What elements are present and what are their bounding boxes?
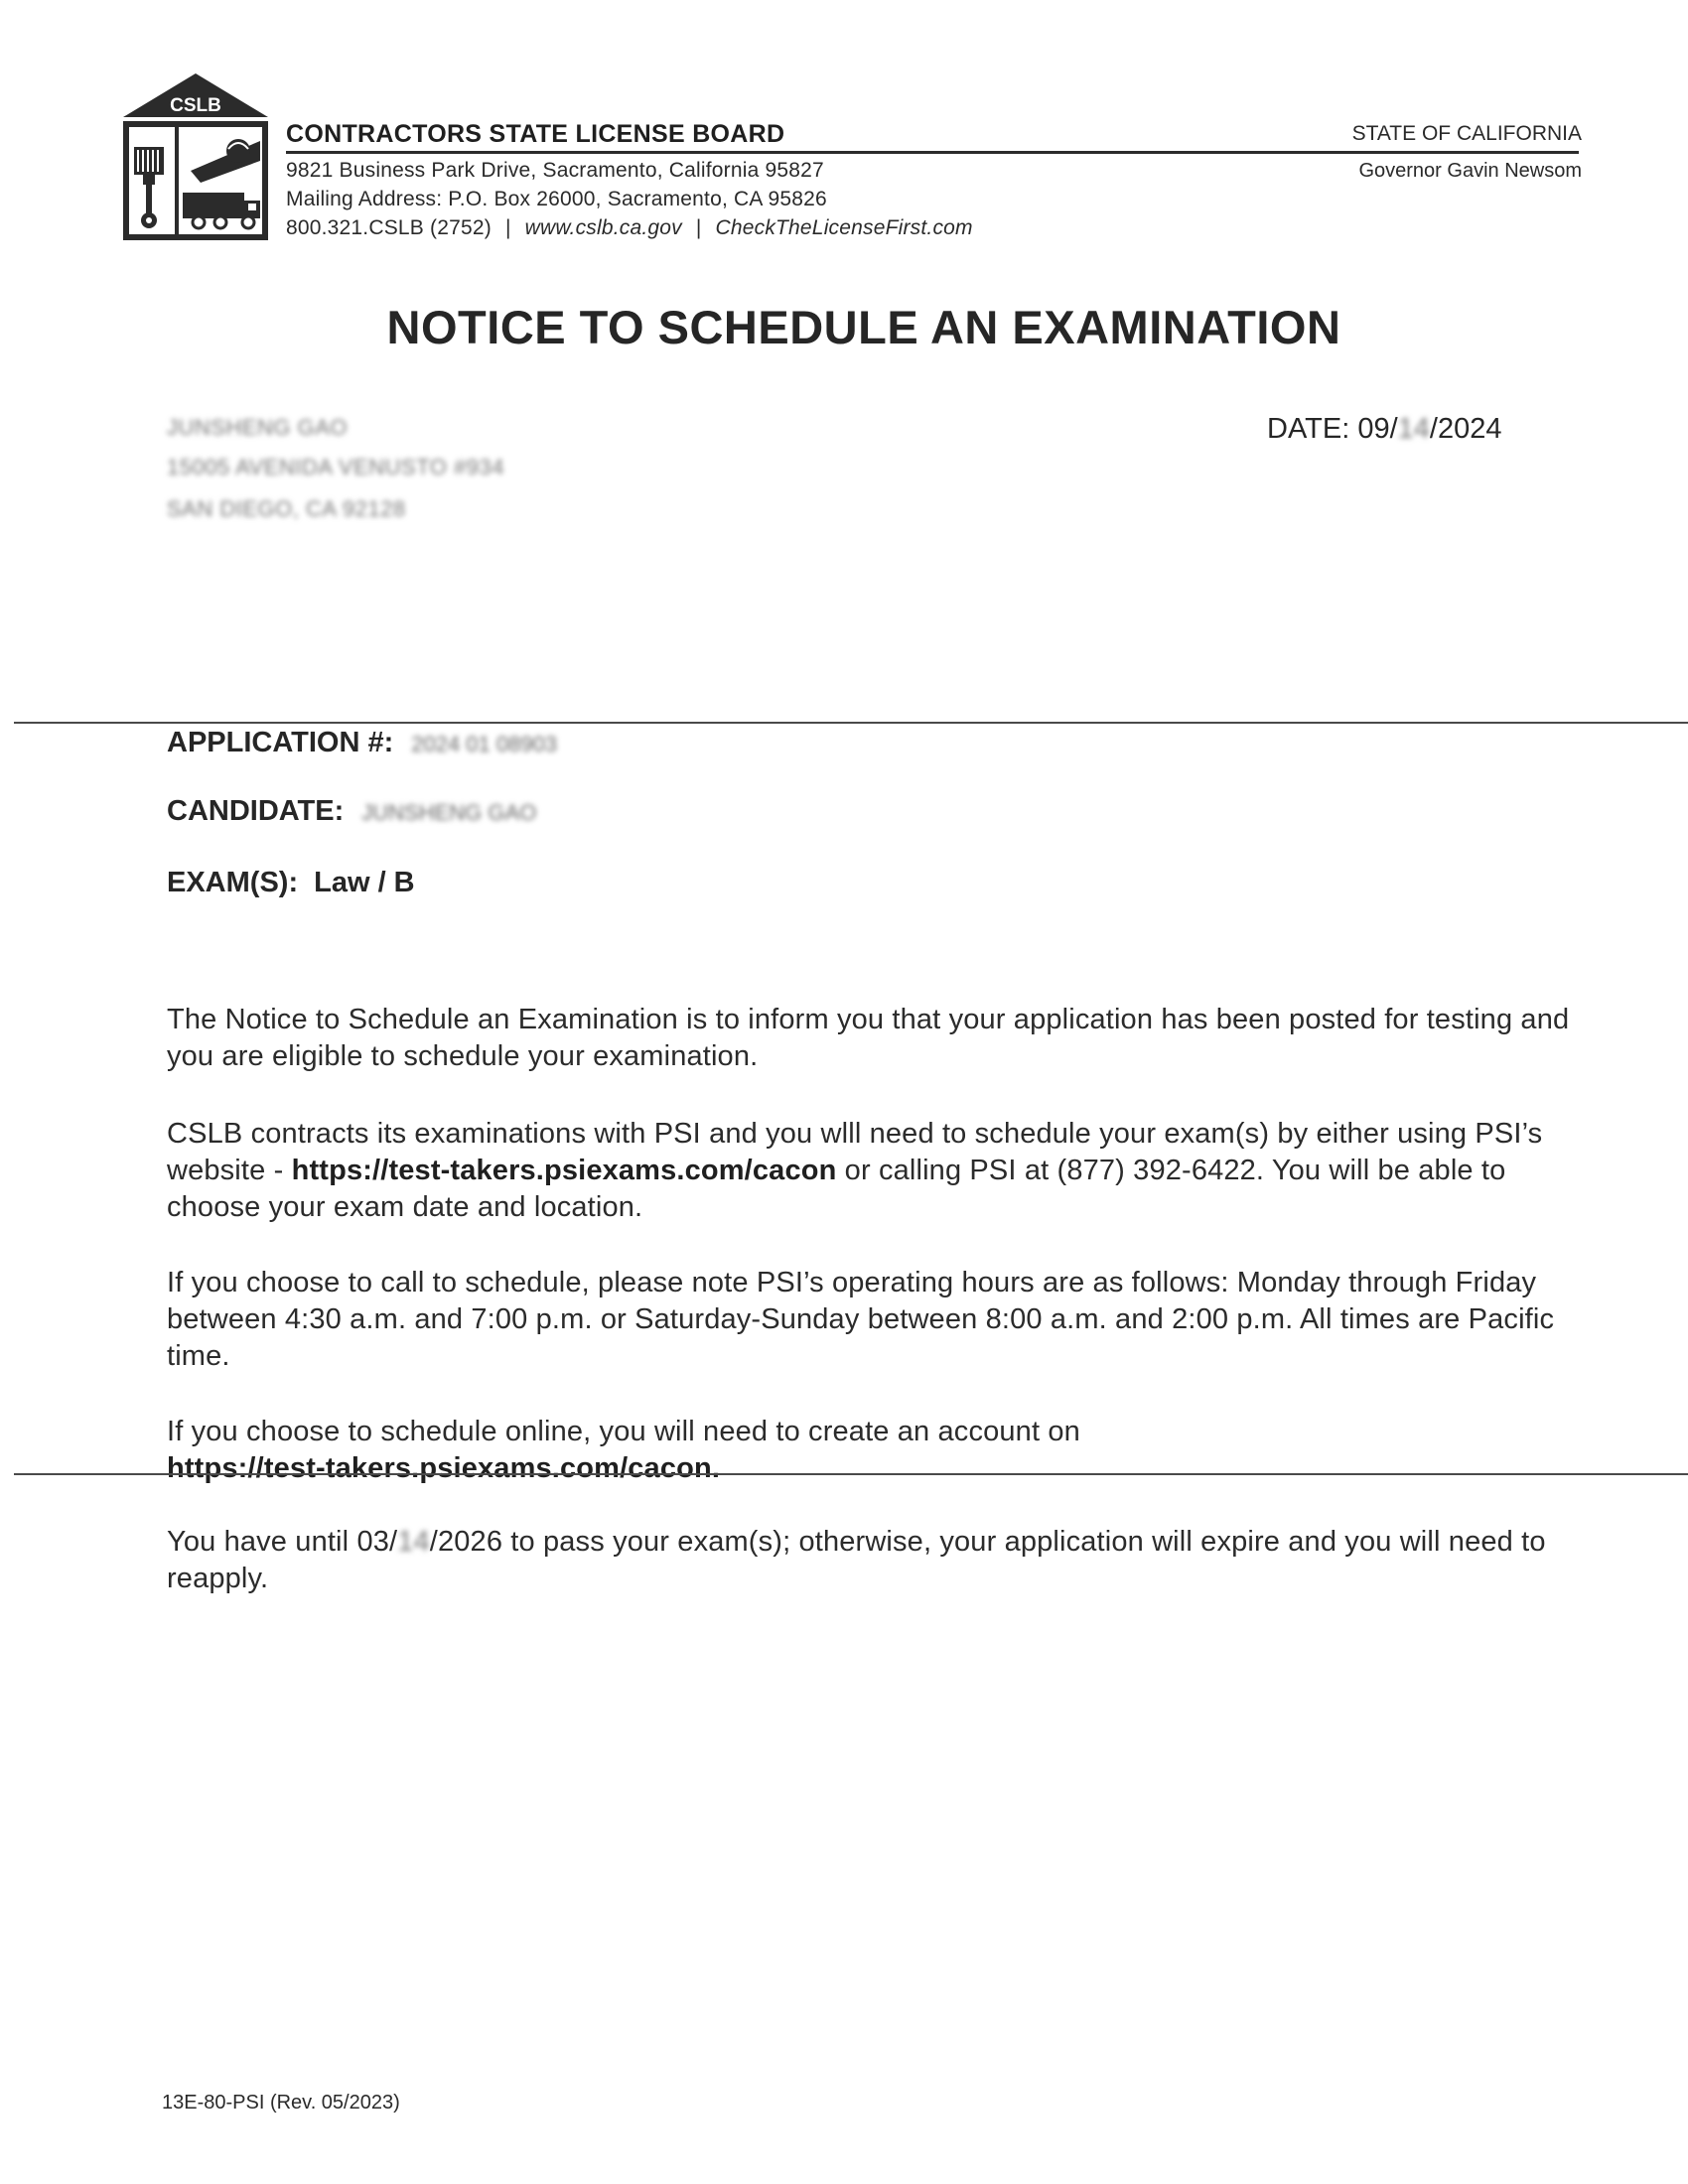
exams-label: EXAM(S): — [167, 867, 299, 898]
date-suffix: /2024 — [1429, 413, 1502, 445]
intro-paragraph: The Notice to Schedule an Examination is to inform you that your application has been posted for testing and you are eligible to schedule your examination. — [167, 1004, 1570, 1072]
candidate-field — [167, 795, 536, 828]
recipient-name: JUNSHENG GAO — [167, 415, 349, 440]
candidate-label: CANDIDATE: — [167, 795, 345, 827]
application-field — [167, 727, 557, 759]
exams-value: Law / B — [314, 867, 415, 898]
online-link[interactable]: https://test-takers.psiexams.com/cacon. — [167, 1452, 721, 1484]
candidate-name: JUNSHENG GAO — [361, 800, 537, 825]
street-address: 9821 Business Park Drive, Sacramento, California 95827 — [286, 159, 824, 182]
phone-number: 800.321.CSLB (2752) — [286, 216, 492, 239]
mailing-address: Mailing Address: P.O. Box 26000, Sacramento, CA 95826 — [286, 188, 827, 210]
online-paragraph — [167, 1414, 1577, 1487]
form-number: 13E-80-PSI (Rev. 05/2023) — [162, 2092, 400, 2114]
application-number: 2024 01 08903 — [411, 732, 558, 756]
logo-text: CSLB — [170, 95, 221, 116]
exams-field — [167, 867, 415, 899]
separator: | — [695, 216, 702, 239]
psi-website-link[interactable]: https://test-takers.psiexams.com/cacon — [291, 1155, 837, 1186]
org-name: CONTRACTORS STATE LICENSE BOARD — [286, 120, 785, 148]
application-label: APPLICATION #: — [167, 727, 394, 758]
website-link[interactable]: www.cslb.ca.gov — [524, 216, 682, 239]
contact-line — [286, 216, 973, 240]
hours-paragraph: If you choose to call to schedule, please note PSI’s operating hours are as follows: Monday through Friday between 4:30 a.m. and 7:00 p.m. or Saturday-Sunday between 8:00 a.m. and 2:00 p.m. All times are Pacific time. — [167, 1267, 1555, 1372]
recipient-street: 15005 AVENIDA VENUSTO #934 — [167, 455, 504, 479]
fold-line — [14, 722, 1688, 724]
psi-text-b: or calling PSI at (877) 392-6422. You will be able to choose your exam date and location. — [167, 1155, 1506, 1223]
deadline-text-a: You have until 03/ — [167, 1526, 398, 1558]
state-name: STATE OF CALIFORNIA — [1351, 122, 1582, 145]
header-divider — [286, 151, 1579, 154]
date-prefix: 09/ — [1357, 413, 1398, 445]
separator: | — [504, 216, 511, 239]
check-license-link[interactable]: CheckTheLicenseFirst.com — [715, 216, 973, 239]
fold-line — [14, 1473, 1688, 1475]
cslb-logo-icon — [121, 71, 270, 242]
deadline-redacted: 14 — [397, 1526, 430, 1558]
deadline-text-b: /2026 to pass your exam(s); otherwise, your application will expire and you will need to reapply. — [167, 1526, 1546, 1594]
recipient-city: SAN DIEGO, CA 92128 — [167, 496, 406, 521]
page-title: NOTICE TO SCHEDULE AN EXAMINATION — [386, 301, 1341, 353]
psi-paragraph — [167, 1116, 1577, 1226]
online-text: If you choose to schedule online, you will need to create an account on — [167, 1416, 1080, 1447]
deadline-paragraph — [167, 1524, 1577, 1597]
date-redacted: 14 — [1397, 413, 1430, 445]
psi-text-a: CSLB contracts its examinations with PSI and you wlll need to schedule your exam(s) by either using PSI’s website - — [167, 1118, 1543, 1186]
governor-name: Governor Gavin Newsom — [1358, 160, 1582, 182]
notice-date — [1267, 413, 1501, 446]
date-label: DATE: — [1267, 413, 1350, 445]
